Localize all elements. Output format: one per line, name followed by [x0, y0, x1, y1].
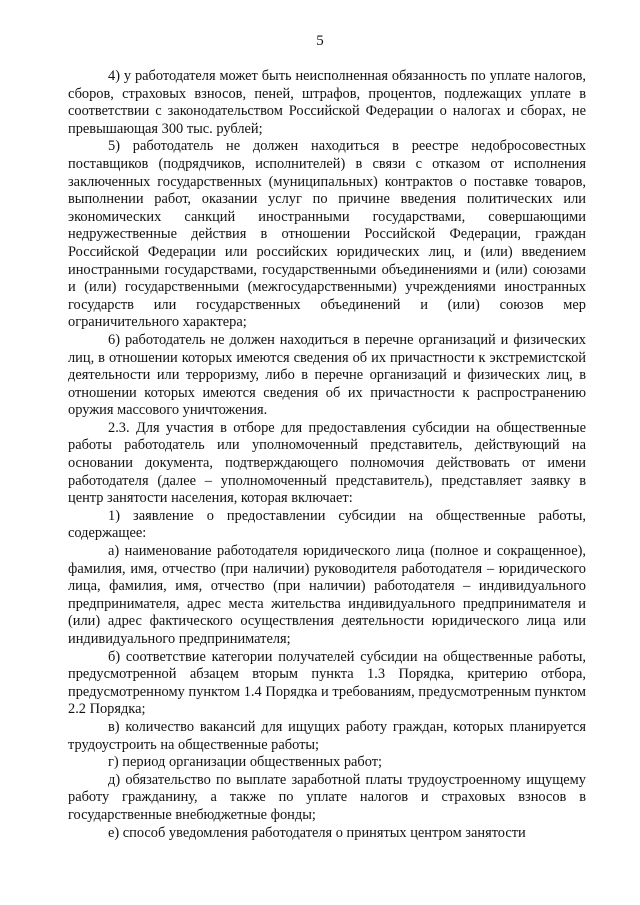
paragraph-sub-d: д) обязательство по выплате заработной платы трудоустроенному ищущему работу гражданину, а также по уплате налогов и страховых взносов в государственные внебюджетные фонды; — [68, 771, 586, 823]
paragraph-sub-b: б) соответствие категории получателей субсидии на общественные работы, предусмотренной абзацем вторым пункта 1.3 Порядка, критерию отбора, предусмотренному пунктом 1.4 Порядка и требованиям, предусмотренным пунктом 2.2 Порядка; — [68, 648, 586, 718]
paragraph-item-5: 5) работодатель не должен находиться в реестре недобросовестных поставщиков (подрядчиков, исполнителей) в связи с отказом от исполнения заключенных государственных (муниципальных) контрактов о поставке товаров, выполнении работ, оказании услуг по причине введения политических или экономических санкций иностранными государствами, совершающими недружественные действия в отношении Российской Федерации, граждан Российской Федерации или российских юридических лиц, и (или) введением иностранными государствами, государственными объединениями и (или) союзами и (или) государственными (межгосударственными) учреждениями иностранных государств или государственных объединений и (или) союзов мер ограничительного характера; — [68, 138, 586, 331]
paragraph-item-6: 6) работодатель не должен находиться в перечне организаций и физических лиц, в отношении которых имеются сведения об их причастности к экстремистской деятельности или терроризму, либо в перечне организаций и физических лиц, в отношении которых имеются сведения об их причастности к распространению оружия массового уничтожения. — [68, 331, 586, 419]
page-number: 5 — [316, 33, 324, 49]
paragraph-sub-g: г) период организации общественных работ; — [108, 754, 383, 771]
paragraph-sub-a: а) наименование работодателя юридического лица (полное и сокращенное), фамилия, имя, отчество (при наличии) руководителя работодателя – юридического лица, фамилия, имя, отчество (при наличии) работодателя – индивидуального предпринимателя, адрес места жительства индивидуального предпринимателя и (или) адрес фактического осуществления деятельности юридического лица или индивидуального предпринимателя; — [68, 543, 586, 647]
paragraph-application: 1) заявление о предоставлении субсидии на общественные работы, содержащее: — [68, 507, 586, 542]
document-body — [68, 68, 586, 842]
paragraph-item-4: 4) у работодателя может быть неисполненная обязанность по уплате налогов, сборов, страховых взносов, пеней, штрафов, процентов, подлежащих уплате в соответствии с законодательством Российской Федерации о налогах и сборах, не превышающая 300 тыс. рублей; — [68, 68, 586, 137]
paragraph-sub-e: е) способ уведомления работодателя о принятых центром занятости — [108, 824, 526, 841]
paragraph-sub-v: в) количество вакансий для ищущих работу граждан, которых планируется трудоустроить на общественные работы; — [68, 718, 586, 753]
paragraph-section-2-3: 2.3. Для участия в отборе для предоставления субсидии на общественные работы работодатель или уполномоченный представитель, действующий на основании документа, подтверждающего полномочия действовать от имени работодателя (далее – уполномоченный представитель), представляет заявку в центр занятости населения, которая включает: — [68, 419, 586, 507]
